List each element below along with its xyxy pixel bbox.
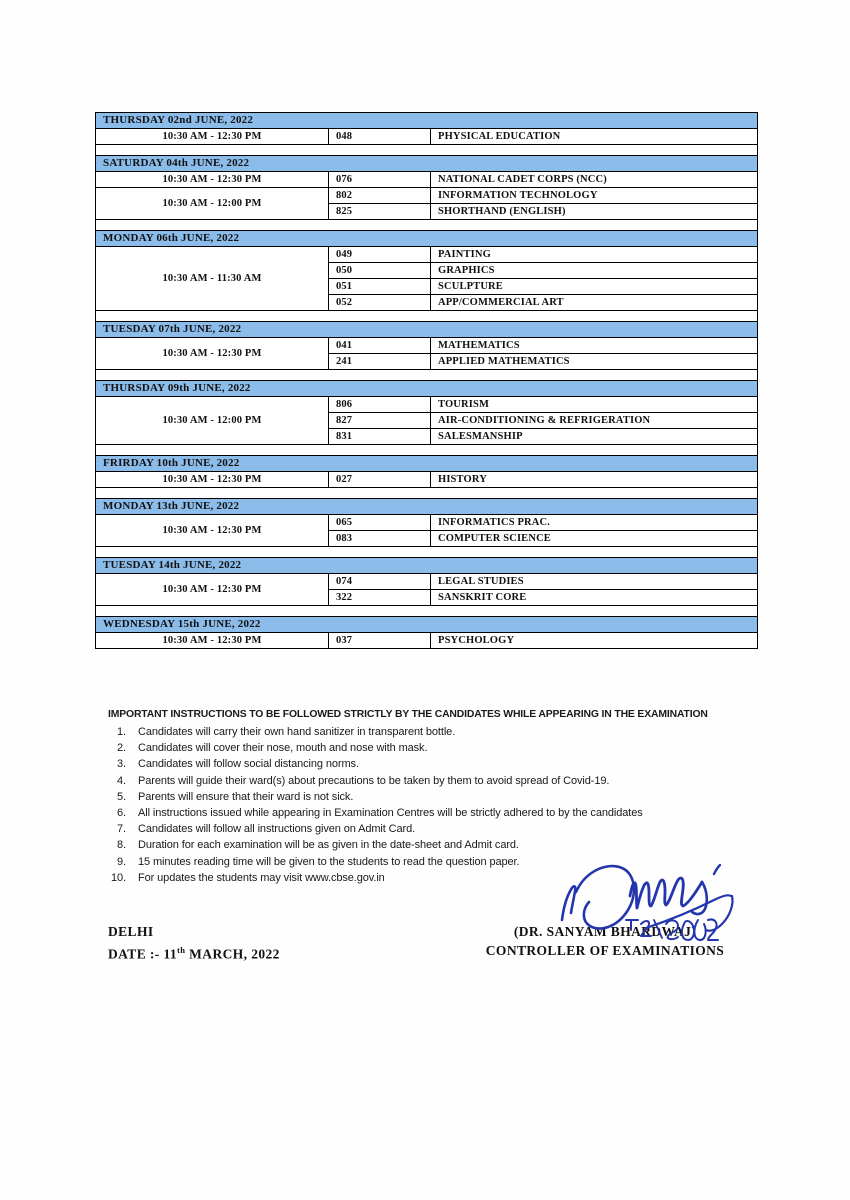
instruction-number: 7. [117,823,126,836]
schedule-block-spacer [96,606,758,617]
instruction-item [108,805,758,821]
spacer-cell [96,220,758,231]
footer-date-prefix: DATE :- 11 [108,946,178,962]
schedule-block-spacer [96,370,758,381]
spacer-cell [96,445,758,456]
schedule-date-label: SATURDAY 04th JUNE, 2022 [96,156,758,172]
subject-name: INFORMATION TECHNOLOGY [431,188,758,204]
subject-name: PAINTING [431,247,758,263]
subject-name: SHORTHAND (ENGLISH) [431,204,758,220]
spacer-cell [96,547,758,558]
schedule-date-header-row [96,499,758,515]
schedule-date-header-row [96,231,758,247]
instruction-text: Parents will guide their ward(s) about precautions to be taken by them to avoid spread of Covid-19. [138,774,610,787]
subject-code: 831 [329,429,431,445]
schedule-date-label: MONDAY 13th JUNE, 2022 [96,499,758,515]
spacer-cell [96,488,758,499]
subject-code: 076 [329,172,431,188]
exam-time-slot: 10:30 AM - 12:00 PM [96,188,329,220]
subject-name: COMPUTER SCIENCE [431,531,758,547]
instruction-item [108,773,758,789]
subject-name: HISTORY [431,472,758,488]
instruction-item [108,789,758,805]
signatory-name: (DR. SANYAM BHARDWAJ) [513,924,697,939]
instruction-number: 1. [117,726,126,738]
instructions-section [108,708,758,886]
footer-right-block [455,922,755,960]
subject-code: 065 [329,515,431,531]
exam-time-slot: 10:30 AM - 12:30 PM [96,129,329,145]
schedule-date-header-row [96,113,758,129]
instruction-text: Candidates will carry their own hand sanitizer in transparent bottle. [138,726,456,738]
instruction-text: All instructions issued while appearing in Examination Centres will be strictly adhered to by the candidates [138,807,643,820]
subject-name: INFORMATICS PRAC. [431,515,758,531]
schedule-date-header-row [96,617,758,633]
schedule-date-label: THURSDAY 02nd JUNE, 2022 [96,113,758,129]
instruction-text: Candidates will cover their nose, mouth and nose with mask. [138,742,428,755]
instruction-item [108,870,758,886]
footer-date-ordinal-suffix: th [177,945,186,955]
subject-name: SANSKRIT CORE [431,590,758,606]
schedule-block-spacer [96,220,758,231]
exam-time-slot: 10:30 AM - 11:30 AM [96,247,329,311]
exam-time-slot: 10:30 AM - 12:30 PM [96,515,329,547]
schedule-exam-row [96,188,758,204]
subject-code: 041 [329,338,431,354]
instruction-text: 15 minutes reading time will be given to the students to read the question paper. [138,855,520,868]
instruction-number: 9. [117,855,126,868]
schedule-date-header-row [96,558,758,574]
spacer-cell [96,311,758,322]
subject-name: PHYSICAL EDUCATION [431,129,758,145]
subject-name: TOURISM [431,397,758,413]
exam-time-slot: 10:30 AM - 12:30 PM [96,574,329,606]
schedule-block-spacer [96,488,758,499]
instruction-number: 4. [117,774,126,787]
schedule-exam-row [96,633,758,649]
instruction-number: 8. [117,839,126,852]
subject-name: PSYCHOLOGY [431,633,758,649]
instruction-number: 6. [117,807,126,820]
schedule-exam-row [96,472,758,488]
instruction-number: 2. [117,742,126,755]
instruction-item [108,740,758,756]
footer-place: DELHI [108,924,154,939]
subject-code: 049 [329,247,431,263]
instruction-text: For updates the students may visit www.cbse.gov.in [138,871,385,884]
spacer-cell [96,370,758,381]
subject-code: 048 [329,129,431,145]
instruction-text: Parents will ensure that their ward is not sick. [138,790,354,803]
subject-name: NATIONAL CADET CORPS (NCC) [431,172,758,188]
schedule-date-label: TUESDAY 14th JUNE, 2022 [96,558,758,574]
instruction-number: 5. [117,790,126,803]
schedule-block-spacer [96,145,758,156]
subject-code: 802 [329,188,431,204]
schedule-exam-row [96,247,758,263]
subject-code: 050 [329,263,431,279]
subject-code: 825 [329,204,431,220]
schedule-exam-row [96,397,758,413]
subject-name: GRAPHICS [431,263,758,279]
instruction-text: Candidates will follow social distancing norms. [138,758,359,771]
signatory-title: CONTROLLER OF EXAMINATIONS [485,943,725,958]
subject-code: 027 [329,472,431,488]
subject-name: SALESMANSHIP [431,429,758,445]
schedule-exam-row [96,172,758,188]
schedule-date-label: THURSDAY 09th JUNE, 2022 [96,381,758,397]
instruction-number: 10. [111,871,126,884]
exam-time-slot: 10:30 AM - 12:30 PM [96,633,329,649]
instruction-item [108,821,758,837]
schedule-date-header-row [96,322,758,338]
subject-name: APP/COMMERCIAL ART [431,295,758,311]
footer-date [108,941,280,964]
schedule-date-label: TUESDAY 07th JUNE, 2022 [96,322,758,338]
subject-code: 037 [329,633,431,649]
subject-code: 241 [329,354,431,370]
exam-schedule-table [95,112,758,649]
schedule-date-label: WEDNESDAY 15th JUNE, 2022 [96,617,758,633]
subject-code: 052 [329,295,431,311]
spacer-cell [96,145,758,156]
schedule-date-header-row [96,156,758,172]
exam-time-slot: 10:30 AM - 12:30 PM [96,338,329,370]
instruction-number: 3. [117,758,126,771]
footer-date-suffix: MARCH, 2022 [185,946,280,962]
schedule-block-spacer [96,445,758,456]
schedule-exam-row [96,129,758,145]
subject-name: LEGAL STUDIES [431,574,758,590]
schedule-date-header-row [96,381,758,397]
instructions-list [108,724,758,886]
footer-left-block [108,922,280,964]
schedule-date-label: MONDAY 06th JUNE, 2022 [96,231,758,247]
instruction-item [108,854,758,870]
instruction-item [108,756,758,772]
instruction-item [108,724,758,740]
subject-name: AIR-CONDITIONING & REFRIGERATION [431,413,758,429]
exam-time-slot: 10:30 AM - 12:30 PM [96,172,329,188]
schedule-exam-row [96,515,758,531]
schedule-block-spacer [96,311,758,322]
subject-code: 074 [329,574,431,590]
instruction-text: Candidates will follow all instructions given on Admit Card. [138,823,416,836]
schedule-block-spacer [96,547,758,558]
subject-code: 827 [329,413,431,429]
subject-name: MATHEMATICS [431,338,758,354]
subject-name: APPLIED MATHEMATICS [431,354,758,370]
subject-code: 051 [329,279,431,295]
subject-code: 083 [329,531,431,547]
exam-time-slot: 10:30 AM - 12:00 PM [96,397,329,445]
exam-time-slot: 10:30 AM - 12:30 PM [96,472,329,488]
schedule-exam-row [96,574,758,590]
instruction-item [108,837,758,853]
subject-code: 322 [329,590,431,606]
subject-code: 806 [329,397,431,413]
instruction-text: Duration for each examination will be as given in the date-sheet and Admit card. [138,839,519,852]
schedule-exam-row [96,338,758,354]
subject-name: SCULPTURE [431,279,758,295]
spacer-cell [96,606,758,617]
schedule-date-header-row [96,456,758,472]
instructions-title: IMPORTANT INSTRUCTIONS TO BE FOLLOWED STRICTLY BY THE CANDIDATES WHILE APPEARING IN THE EXAMINATION [108,709,708,720]
schedule-date-label: FRIRDAY 10th JUNE, 2022 [96,456,758,472]
